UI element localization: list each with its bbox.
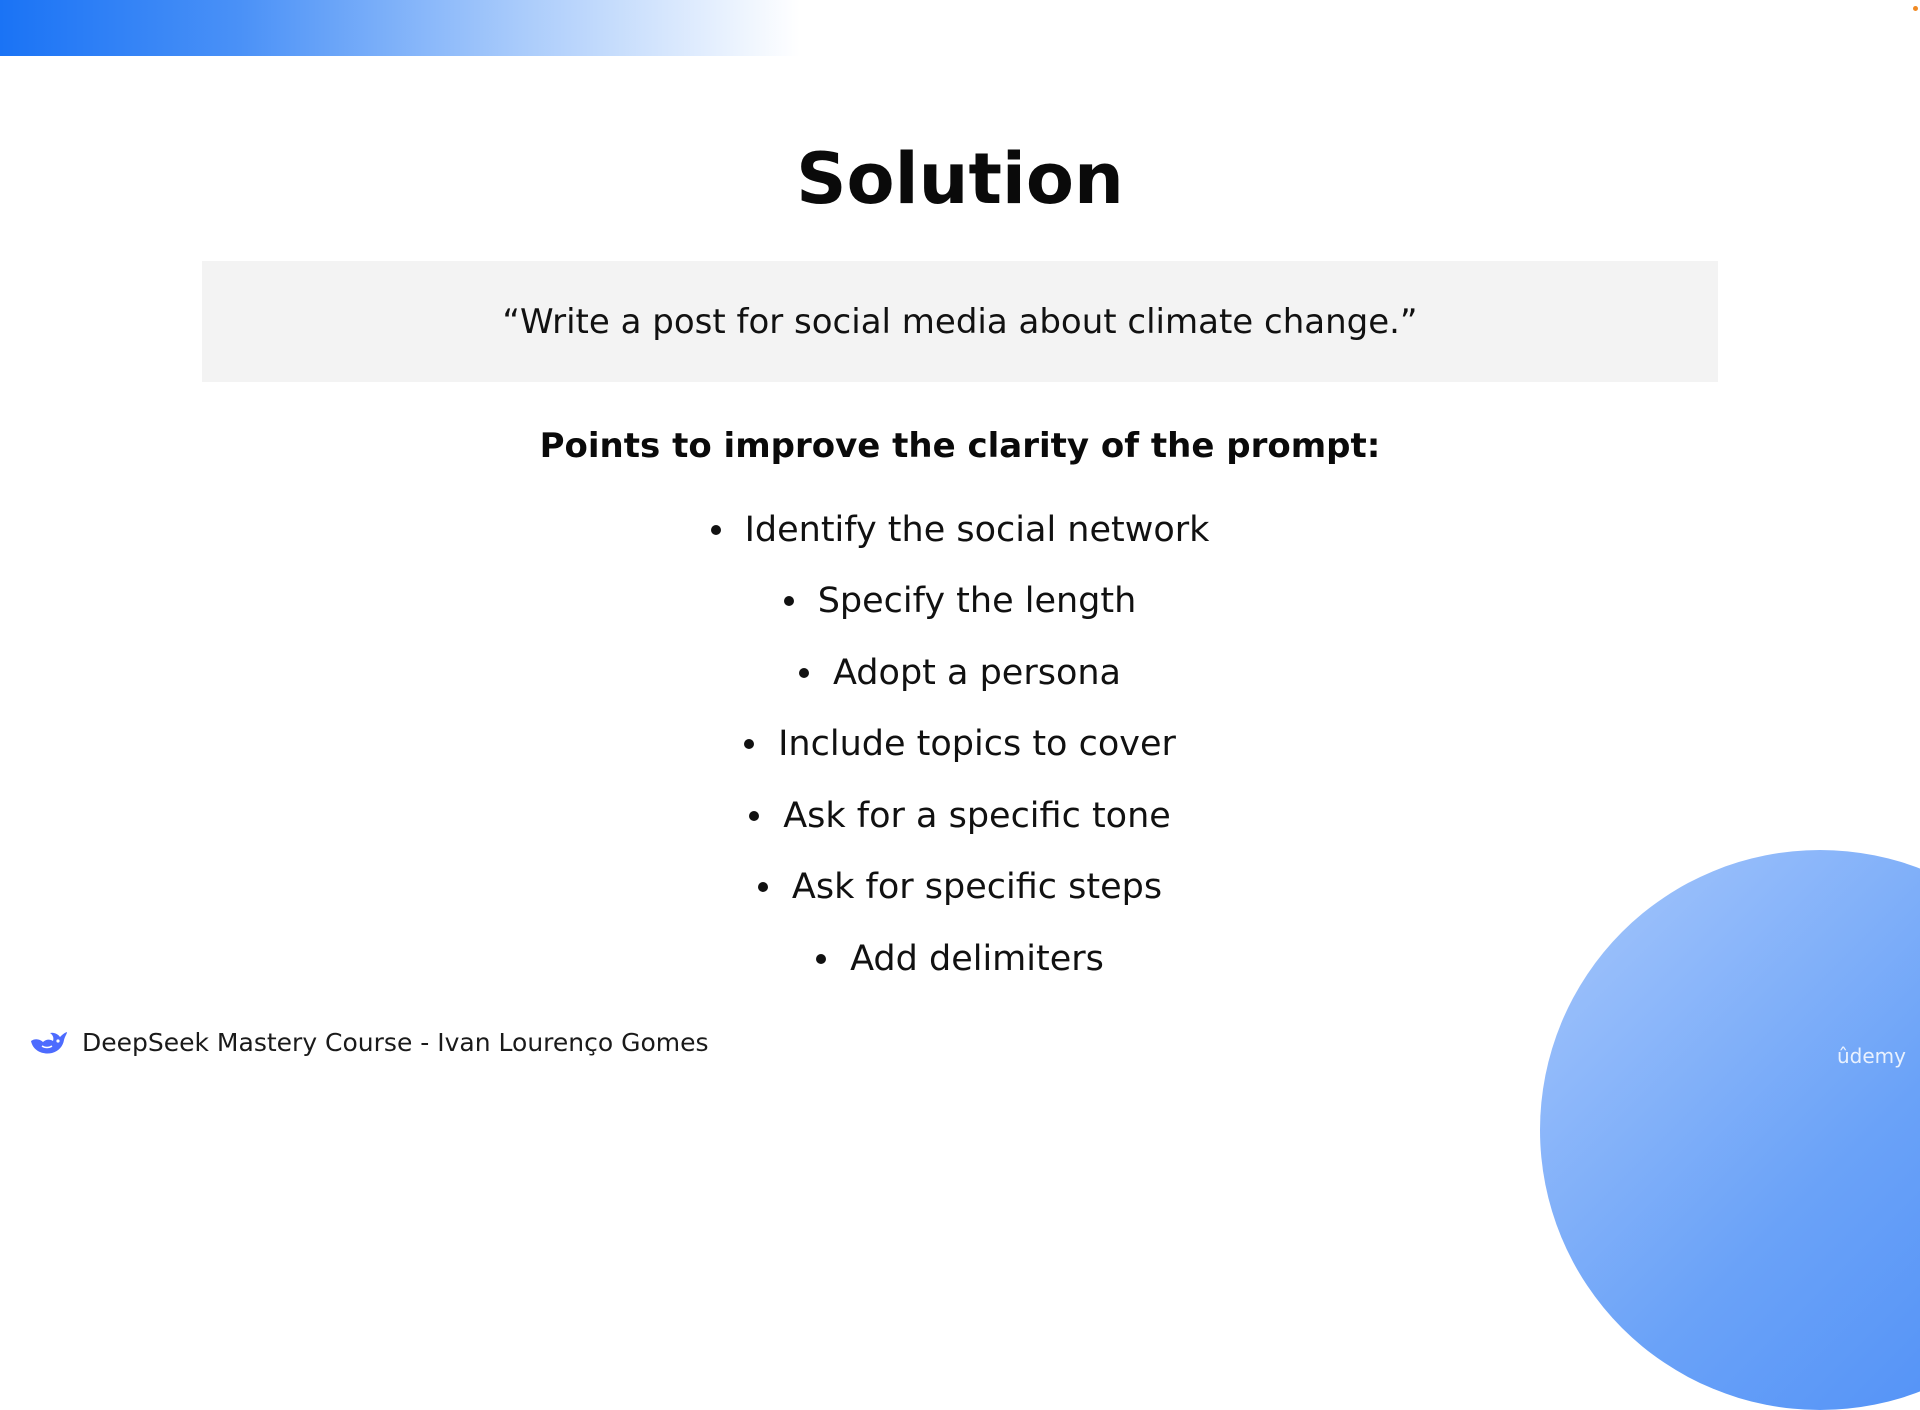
list-item-text: Ask for specific steps: [791, 867, 1163, 908]
bullet-icon: [758, 882, 768, 892]
quote-box: [202, 261, 1718, 382]
list-item: [0, 780, 1920, 852]
list-item: [0, 709, 1920, 781]
list-item: [0, 566, 1920, 638]
list-item: [0, 852, 1920, 924]
list-item: [0, 923, 1920, 995]
list-item-text: Identify the social network: [744, 509, 1210, 550]
list-item-text: Adopt a persona: [832, 652, 1121, 693]
corner-indicator-dot: [1913, 6, 1918, 11]
bullet-icon: [711, 525, 721, 535]
list-item: [0, 637, 1920, 709]
quote-text: “Write a post for social media about climate change.”: [502, 301, 1418, 342]
course-label: DeepSeek Mastery Course - Ivan Lourenço Gomes: [82, 1027, 709, 1057]
slide-title: Solution: [796, 138, 1124, 220]
bullet-icon: [744, 739, 754, 749]
list-item-text: Specify the length: [817, 581, 1137, 622]
bullet-icon: [816, 954, 826, 964]
top-gradient-bar: [0, 0, 800, 56]
whale-logo-icon: [28, 1027, 68, 1057]
list-item-text: Ask for a specific tone: [783, 795, 1171, 836]
bullet-icon: [799, 668, 809, 678]
bullet-icon: [784, 596, 794, 606]
list-item-text: Add delimiters: [850, 938, 1104, 979]
bullet-icon: [749, 811, 759, 821]
udemy-watermark: ûdemy: [1837, 1044, 1906, 1068]
list-item: [0, 494, 1920, 566]
footer: [28, 1022, 709, 1062]
list-item-text: Include topics to cover: [778, 724, 1176, 765]
improvement-points-list: [0, 494, 1920, 995]
points-heading: Points to improve the clarity of the prompt:: [539, 426, 1381, 466]
